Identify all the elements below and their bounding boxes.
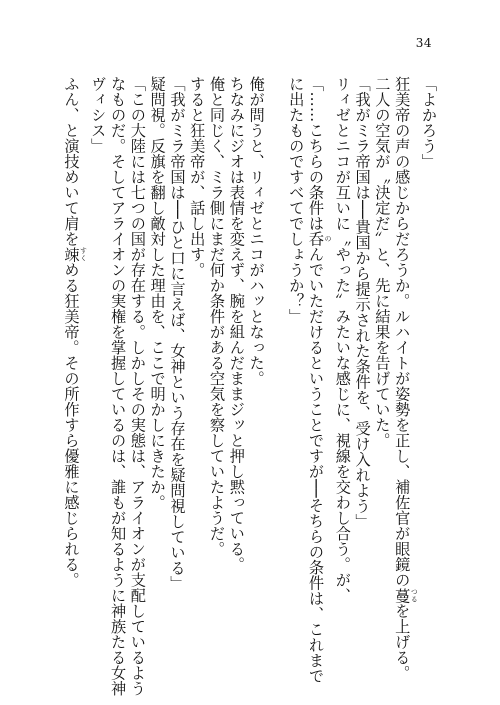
text-line: 「我がミラ帝国は──貴国から提示された条件を、受け入れよう」	[353, 76, 372, 529]
text-line: ヴィシス」	[89, 76, 108, 154]
text-line: 狂美帝の声の感じからだろうか。ルハイトが姿勢を正し、補佐官が眼鏡の蔓 つるを上げる。	[393, 76, 419, 681]
text-line: に出たものですべてでしょうか？」	[287, 76, 306, 324]
text-line: リィゼとニコが互いに〝やった〟みたいな感じに、視線を交わし合う。が、	[333, 76, 352, 603]
text-line: 二人の空気が〝決定だ〟と、先に結果を告げていた。	[373, 76, 392, 448]
text-line: ちなみにジオは表情を変えず、腕を組んだままジッと押し黙っている。	[227, 76, 246, 572]
text-line: ふん、と演技めいて肩を竦 すくめる狂美帝。その所作すら優雅に感じられる。	[62, 76, 88, 588]
text-line: なものだ。そしてアライオンの実権を掌握しているのは、誰もが知るように神族たる女神	[109, 76, 128, 696]
vertical-text-body	[61, 76, 438, 696]
text-line: 「よかろう」	[420, 76, 438, 169]
text-line: 「この大陸には七つの国が存在する。しかしその実態は、アライオンが支配しているよう	[128, 76, 147, 696]
page-number: 34	[415, 36, 432, 50]
ruby-text: 竦 すく	[62, 246, 88, 262]
text-line: 俺と同じく、ミラ側にまだ何か条件がある空気を察していたようだ。	[208, 76, 227, 557]
ruby-text: 蔓 つる	[393, 587, 419, 603]
text-line: 「我がミラ帝国は──ひと口に言えば、女神という存在を疑問視している」	[168, 76, 187, 591]
text-line: 疑問視。反旗を翻し敵対した理由を、ここで明かしにきたか。	[148, 76, 167, 510]
text-line: 俺が問うと、リィゼとニコがハッとなった。	[247, 76, 266, 386]
ruby-text: 呑 の	[307, 230, 333, 247]
text-line: 「……こちらの条件は呑 のんでいただけるということですが──そちらの条件は、これまで	[307, 76, 333, 684]
text-line: すると狂美帝が、話し出す。	[188, 76, 207, 278]
blank-line	[266, 76, 286, 686]
